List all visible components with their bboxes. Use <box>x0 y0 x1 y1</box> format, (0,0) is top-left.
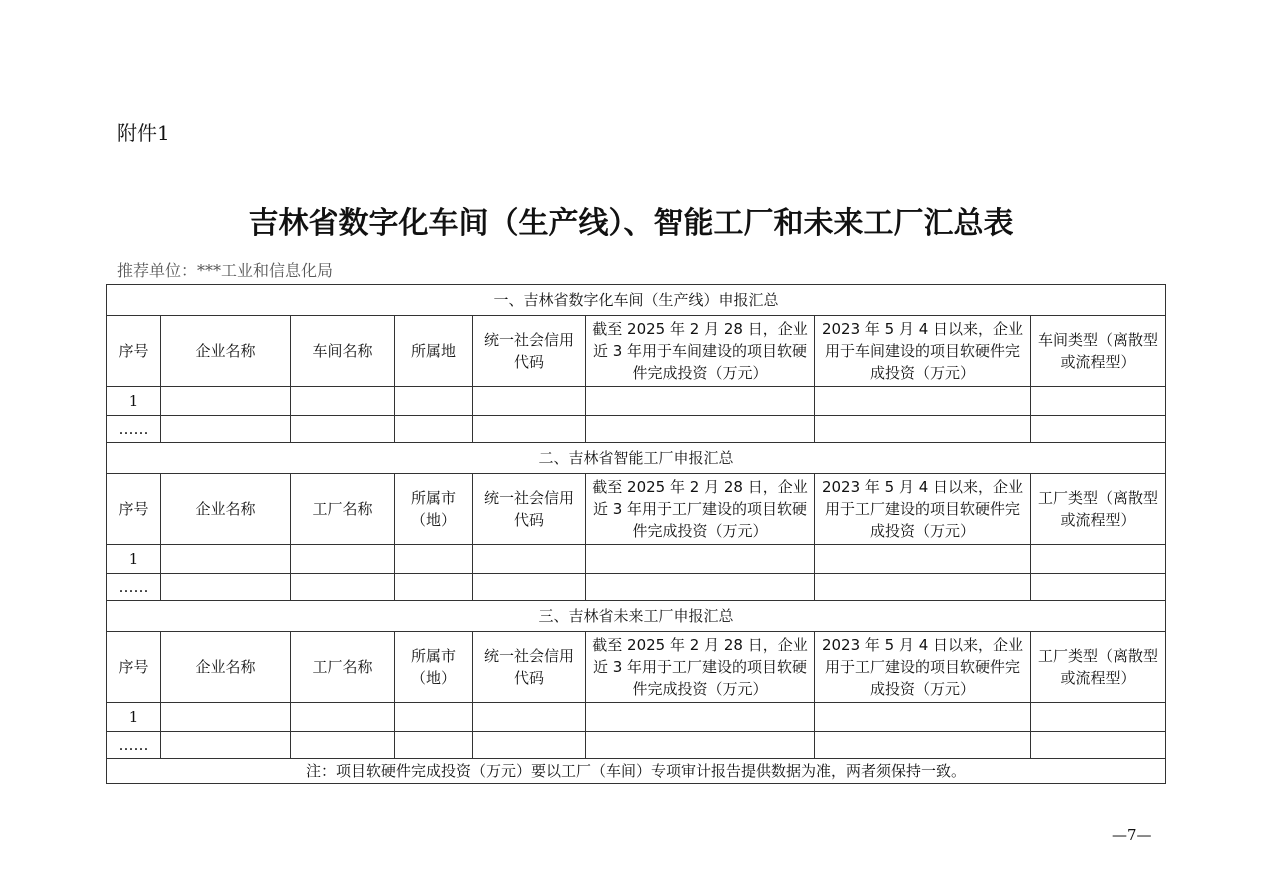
empty-cell <box>473 416 586 443</box>
page-number: —7— <box>1112 826 1152 844</box>
header-col-invest-3yr: 截至 2025 年 2 月 28 日，企业近 3 年用于工厂建设的项目软硬件完成投资（万元） <box>586 474 815 545</box>
empty-cell <box>1031 387 1166 416</box>
empty-cell <box>586 387 815 416</box>
header-col-location: 所属市（地） <box>395 474 473 545</box>
empty-cell <box>291 387 395 416</box>
empty-cell <box>815 703 1031 732</box>
header-col-credit-code: 统一社会信用代码 <box>473 632 586 703</box>
empty-cell <box>815 545 1031 574</box>
empty-cell <box>291 416 395 443</box>
empty-cell <box>586 545 815 574</box>
section-heading: 三、吉林省未来工厂申报汇总 <box>107 601 1166 632</box>
empty-cell <box>291 732 395 759</box>
header-col-company: 企业名称 <box>161 316 291 387</box>
section-heading: 一、吉林省数字化车间（生产线）申报汇总 <box>107 285 1166 316</box>
empty-cell <box>395 703 473 732</box>
row-label: 1 <box>107 387 161 416</box>
section-heading: 二、吉林省智能工厂申报汇总 <box>107 443 1166 474</box>
header-col-unit-name: 工厂名称 <box>291 632 395 703</box>
empty-cell <box>586 574 815 601</box>
empty-cell <box>473 703 586 732</box>
table-header-row <box>107 474 1166 545</box>
header-col-invest-since-2023: 2023 年 5 月 4 日以来，企业用于工厂建设的项目软硬件完成投资（万元） <box>815 474 1031 545</box>
header-col-company: 企业名称 <box>161 632 291 703</box>
row-label: 1 <box>107 545 161 574</box>
empty-cell <box>395 574 473 601</box>
header-col-invest-since-2023: 2023 年 5 月 4 日以来，企业用于车间建设的项目软硬件完成投资（万元） <box>815 316 1031 387</box>
empty-cell <box>291 703 395 732</box>
empty-cell <box>1031 416 1166 443</box>
empty-cell <box>395 545 473 574</box>
empty-cell <box>1031 545 1166 574</box>
summary-table <box>106 284 1166 784</box>
table-row <box>107 703 1166 732</box>
empty-cell <box>1031 574 1166 601</box>
header-col-invest-3yr: 截至 2025 年 2 月 28 日，企业近 3 年用于工厂建设的项目软硬件完成投资（万元） <box>586 632 815 703</box>
empty-cell <box>473 545 586 574</box>
table-row <box>107 387 1166 416</box>
empty-cell <box>815 574 1031 601</box>
empty-cell <box>161 703 291 732</box>
header-col-invest-since-2023: 2023 年 5 月 4 日以来，企业用于工厂建设的项目软硬件完成投资（万元） <box>815 632 1031 703</box>
table-row <box>107 545 1166 574</box>
header-col-serial: 序号 <box>107 316 161 387</box>
header-col-type: 工厂类型（离散型或流程型） <box>1031 474 1166 545</box>
empty-cell <box>291 545 395 574</box>
row-label: …… <box>107 732 161 759</box>
row-label: …… <box>107 574 161 601</box>
empty-cell <box>815 416 1031 443</box>
header-col-unit-name: 车间名称 <box>291 316 395 387</box>
empty-cell <box>395 416 473 443</box>
header-col-unit-name: 工厂名称 <box>291 474 395 545</box>
header-col-company: 企业名称 <box>161 474 291 545</box>
empty-cell <box>161 574 291 601</box>
recommending-unit: 推荐单位：***工业和信息化局 <box>117 261 334 280</box>
header-col-type: 车间类型（离散型或流程型） <box>1031 316 1166 387</box>
header-col-location: 所属市（地） <box>395 632 473 703</box>
empty-cell <box>586 732 815 759</box>
empty-cell <box>586 416 815 443</box>
empty-cell <box>1031 703 1166 732</box>
empty-cell <box>395 387 473 416</box>
empty-cell <box>473 732 586 759</box>
table-header-row <box>107 316 1166 387</box>
table-row <box>107 732 1166 759</box>
empty-cell <box>161 545 291 574</box>
table-row <box>107 416 1166 443</box>
empty-cell <box>473 387 586 416</box>
empty-cell <box>161 732 291 759</box>
row-label: …… <box>107 416 161 443</box>
row-label: 1 <box>107 703 161 732</box>
empty-cell <box>161 387 291 416</box>
empty-cell <box>1031 732 1166 759</box>
header-col-credit-code: 统一社会信用代码 <box>473 316 586 387</box>
empty-cell <box>473 574 586 601</box>
attachment-label: 附件1 <box>117 121 170 145</box>
table-row <box>107 574 1166 601</box>
document-title: 吉林省数字化车间（生产线）、智能工厂和未来工厂汇总表 <box>248 206 1014 241</box>
header-col-serial: 序号 <box>107 474 161 545</box>
header-col-invest-3yr: 截至 2025 年 2 月 28 日，企业近 3 年用于车间建设的项目软硬件完成投资（万元） <box>586 316 815 387</box>
header-col-type: 工厂类型（离散型或流程型） <box>1031 632 1166 703</box>
empty-cell <box>815 732 1031 759</box>
header-col-serial: 序号 <box>107 632 161 703</box>
empty-cell <box>291 574 395 601</box>
table-header-row <box>107 632 1166 703</box>
empty-cell <box>815 387 1031 416</box>
empty-cell <box>395 732 473 759</box>
empty-cell <box>586 703 815 732</box>
header-col-location: 所属地 <box>395 316 473 387</box>
header-col-credit-code: 统一社会信用代码 <box>473 474 586 545</box>
table-note: 注：项目软硬件完成投资（万元）要以工厂（车间）专项审计报告提供数据为准，两者须保持一致。 <box>107 759 1166 784</box>
empty-cell <box>161 416 291 443</box>
